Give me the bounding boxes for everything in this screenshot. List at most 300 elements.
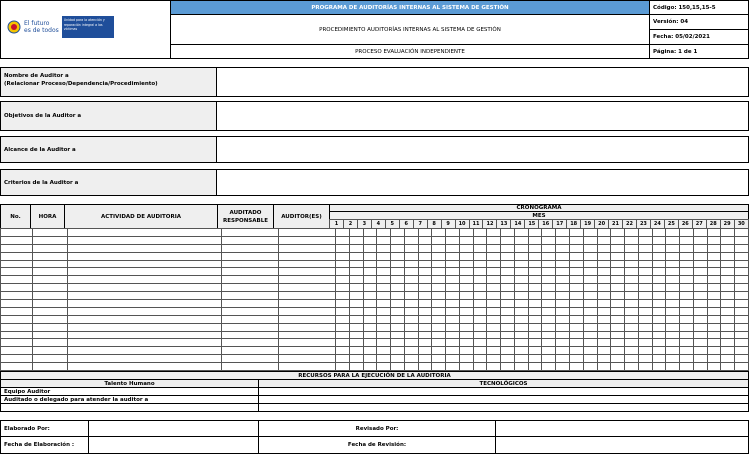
day-cell[interactable] xyxy=(666,331,680,339)
day-cell[interactable] xyxy=(377,323,391,331)
day-cell[interactable] xyxy=(611,244,625,252)
day-cell[interactable] xyxy=(514,347,528,355)
day-cell[interactable] xyxy=(597,260,611,268)
day-cell[interactable] xyxy=(693,347,707,355)
day-cell[interactable] xyxy=(652,300,666,308)
day-cell[interactable] xyxy=(514,244,528,252)
day-cell[interactable] xyxy=(528,276,542,284)
day-cell[interactable] xyxy=(625,307,639,315)
day-cell[interactable] xyxy=(652,236,666,244)
day-cell[interactable] xyxy=(391,363,405,371)
day-cell[interactable] xyxy=(487,244,501,252)
day-cell[interactable] xyxy=(432,300,446,308)
day-cell[interactable] xyxy=(432,229,446,237)
day-cell[interactable] xyxy=(597,323,611,331)
table-cell[interactable] xyxy=(279,276,336,284)
day-cell[interactable] xyxy=(514,307,528,315)
day-cell[interactable] xyxy=(680,331,694,339)
day-cell[interactable] xyxy=(377,363,391,371)
day-cell[interactable] xyxy=(625,244,639,252)
day-cell[interactable] xyxy=(625,260,639,268)
day-cell[interactable] xyxy=(473,355,487,363)
table-cell[interactable] xyxy=(279,363,336,371)
day-cell[interactable] xyxy=(404,347,418,355)
table-cell[interactable] xyxy=(1,276,33,284)
day-cell[interactable] xyxy=(487,260,501,268)
table-cell[interactable] xyxy=(222,339,279,347)
day-cell[interactable] xyxy=(349,268,363,276)
day-cell[interactable] xyxy=(432,284,446,292)
review-date-input[interactable] xyxy=(495,436,749,454)
day-cell[interactable] xyxy=(652,229,666,237)
day-cell[interactable] xyxy=(418,292,432,300)
day-cell[interactable] xyxy=(473,315,487,323)
day-cell[interactable] xyxy=(487,236,501,244)
day-cell[interactable] xyxy=(638,292,652,300)
day-cell[interactable] xyxy=(625,236,639,244)
day-cell[interactable] xyxy=(418,284,432,292)
day-cell[interactable] xyxy=(707,347,721,355)
table-cell[interactable] xyxy=(279,339,336,347)
day-cell[interactable] xyxy=(459,331,473,339)
table-cell[interactable] xyxy=(68,292,222,300)
day-cell[interactable] xyxy=(363,323,377,331)
day-cell[interactable] xyxy=(735,236,749,244)
day-cell[interactable] xyxy=(666,363,680,371)
day-cell[interactable] xyxy=(652,244,666,252)
day-cell[interactable] xyxy=(735,292,749,300)
table-cell[interactable] xyxy=(33,355,68,363)
day-cell[interactable] xyxy=(735,347,749,355)
day-cell[interactable] xyxy=(570,276,584,284)
day-cell[interactable] xyxy=(638,331,652,339)
table-cell[interactable] xyxy=(1,260,33,268)
day-cell[interactable] xyxy=(349,307,363,315)
day-cell[interactable] xyxy=(446,355,460,363)
human-resources-extra[interactable] xyxy=(0,403,259,412)
day-cell[interactable] xyxy=(625,284,639,292)
table-cell[interactable] xyxy=(279,260,336,268)
day-cell[interactable] xyxy=(556,252,570,260)
day-cell[interactable] xyxy=(583,363,597,371)
day-cell[interactable] xyxy=(625,363,639,371)
day-cell[interactable] xyxy=(652,323,666,331)
day-cell[interactable] xyxy=(528,284,542,292)
day-cell[interactable] xyxy=(473,363,487,371)
table-cell[interactable] xyxy=(33,363,68,371)
day-cell[interactable] xyxy=(501,355,515,363)
day-cell[interactable] xyxy=(693,292,707,300)
day-cell[interactable] xyxy=(666,244,680,252)
day-cell[interactable] xyxy=(570,323,584,331)
day-cell[interactable] xyxy=(583,284,597,292)
day-cell[interactable] xyxy=(735,284,749,292)
day-cell[interactable] xyxy=(625,315,639,323)
table-cell[interactable] xyxy=(1,292,33,300)
day-cell[interactable] xyxy=(432,363,446,371)
day-cell[interactable] xyxy=(418,229,432,237)
day-cell[interactable] xyxy=(542,292,556,300)
table-cell[interactable] xyxy=(33,339,68,347)
day-cell[interactable] xyxy=(487,284,501,292)
day-cell[interactable] xyxy=(404,363,418,371)
day-cell[interactable] xyxy=(459,300,473,308)
day-cell[interactable] xyxy=(487,323,501,331)
day-cell[interactable] xyxy=(570,268,584,276)
table-cell[interactable] xyxy=(68,363,222,371)
day-cell[interactable] xyxy=(391,260,405,268)
audit-scope-input[interactable] xyxy=(216,136,749,163)
day-cell[interactable] xyxy=(487,300,501,308)
day-cell[interactable] xyxy=(597,268,611,276)
day-cell[interactable] xyxy=(473,339,487,347)
audit-objective-input[interactable] xyxy=(216,101,749,131)
table-cell[interactable] xyxy=(279,323,336,331)
day-cell[interactable] xyxy=(597,284,611,292)
day-cell[interactable] xyxy=(735,331,749,339)
day-cell[interactable] xyxy=(735,252,749,260)
day-cell[interactable] xyxy=(459,252,473,260)
day-cell[interactable] xyxy=(349,284,363,292)
table-cell[interactable] xyxy=(68,339,222,347)
day-cell[interactable] xyxy=(556,300,570,308)
table-cell[interactable] xyxy=(68,284,222,292)
day-cell[interactable] xyxy=(707,268,721,276)
day-cell[interactable] xyxy=(404,268,418,276)
day-cell[interactable] xyxy=(336,315,350,323)
day-cell[interactable] xyxy=(570,363,584,371)
table-cell[interactable] xyxy=(222,347,279,355)
day-cell[interactable] xyxy=(735,339,749,347)
day-cell[interactable] xyxy=(597,307,611,315)
day-cell[interactable] xyxy=(638,323,652,331)
day-cell[interactable] xyxy=(514,363,528,371)
day-cell[interactable] xyxy=(735,244,749,252)
day-cell[interactable] xyxy=(680,260,694,268)
day-cell[interactable] xyxy=(542,236,556,244)
day-cell[interactable] xyxy=(377,268,391,276)
day-cell[interactable] xyxy=(336,307,350,315)
day-cell[interactable] xyxy=(611,355,625,363)
day-cell[interactable] xyxy=(363,315,377,323)
day-cell[interactable] xyxy=(693,236,707,244)
day-cell[interactable] xyxy=(459,315,473,323)
day-cell[interactable] xyxy=(652,284,666,292)
day-cell[interactable] xyxy=(638,284,652,292)
prep-date-input[interactable] xyxy=(88,436,259,454)
day-cell[interactable] xyxy=(432,260,446,268)
day-cell[interactable] xyxy=(680,229,694,237)
day-cell[interactable] xyxy=(625,339,639,347)
table-cell[interactable] xyxy=(1,331,33,339)
day-cell[interactable] xyxy=(391,315,405,323)
day-cell[interactable] xyxy=(638,268,652,276)
day-cell[interactable] xyxy=(666,300,680,308)
day-cell[interactable] xyxy=(652,260,666,268)
day-cell[interactable] xyxy=(693,268,707,276)
day-cell[interactable] xyxy=(459,284,473,292)
day-cell[interactable] xyxy=(377,307,391,315)
day-cell[interactable] xyxy=(418,363,432,371)
day-cell[interactable] xyxy=(556,292,570,300)
table-cell[interactable] xyxy=(279,355,336,363)
table-cell[interactable] xyxy=(1,347,33,355)
day-cell[interactable] xyxy=(638,315,652,323)
day-cell[interactable] xyxy=(432,292,446,300)
tech-resources-input-3[interactable] xyxy=(258,403,749,412)
day-cell[interactable] xyxy=(514,339,528,347)
day-cell[interactable] xyxy=(446,363,460,371)
day-cell[interactable] xyxy=(377,252,391,260)
day-cell[interactable] xyxy=(707,307,721,315)
table-cell[interactable] xyxy=(222,260,279,268)
day-cell[interactable] xyxy=(542,347,556,355)
day-cell[interactable] xyxy=(349,276,363,284)
day-cell[interactable] xyxy=(570,292,584,300)
table-cell[interactable] xyxy=(222,236,279,244)
table-cell[interactable] xyxy=(68,300,222,308)
table-cell[interactable] xyxy=(1,284,33,292)
day-cell[interactable] xyxy=(638,252,652,260)
day-cell[interactable] xyxy=(542,315,556,323)
day-cell[interactable] xyxy=(514,315,528,323)
day-cell[interactable] xyxy=(446,307,460,315)
day-cell[interactable] xyxy=(446,300,460,308)
day-cell[interactable] xyxy=(693,323,707,331)
day-cell[interactable] xyxy=(391,236,405,244)
day-cell[interactable] xyxy=(487,252,501,260)
day-cell[interactable] xyxy=(597,339,611,347)
table-cell[interactable] xyxy=(279,284,336,292)
day-cell[interactable] xyxy=(666,347,680,355)
day-cell[interactable] xyxy=(501,363,515,371)
day-cell[interactable] xyxy=(336,236,350,244)
day-cell[interactable] xyxy=(666,323,680,331)
day-cell[interactable] xyxy=(404,307,418,315)
day-cell[interactable] xyxy=(487,363,501,371)
day-cell[interactable] xyxy=(391,331,405,339)
table-cell[interactable] xyxy=(279,347,336,355)
day-cell[interactable] xyxy=(459,276,473,284)
day-cell[interactable] xyxy=(556,276,570,284)
day-cell[interactable] xyxy=(652,315,666,323)
day-cell[interactable] xyxy=(528,355,542,363)
day-cell[interactable] xyxy=(432,315,446,323)
day-cell[interactable] xyxy=(735,260,749,268)
day-cell[interactable] xyxy=(487,315,501,323)
day-cell[interactable] xyxy=(528,339,542,347)
day-cell[interactable] xyxy=(693,331,707,339)
day-cell[interactable] xyxy=(349,363,363,371)
day-cell[interactable] xyxy=(680,244,694,252)
table-cell[interactable] xyxy=(1,315,33,323)
day-cell[interactable] xyxy=(625,229,639,237)
day-cell[interactable] xyxy=(570,347,584,355)
day-cell[interactable] xyxy=(652,268,666,276)
day-cell[interactable] xyxy=(611,339,625,347)
day-cell[interactable] xyxy=(349,236,363,244)
day-cell[interactable] xyxy=(391,268,405,276)
day-cell[interactable] xyxy=(611,307,625,315)
day-cell[interactable] xyxy=(583,315,597,323)
table-cell[interactable] xyxy=(68,244,222,252)
day-cell[interactable] xyxy=(542,300,556,308)
day-cell[interactable] xyxy=(446,339,460,347)
day-cell[interactable] xyxy=(473,347,487,355)
day-cell[interactable] xyxy=(391,229,405,237)
day-cell[interactable] xyxy=(721,347,735,355)
day-cell[interactable] xyxy=(349,355,363,363)
day-cell[interactable] xyxy=(528,363,542,371)
day-cell[interactable] xyxy=(418,307,432,315)
day-cell[interactable] xyxy=(432,236,446,244)
day-cell[interactable] xyxy=(611,236,625,244)
day-cell[interactable] xyxy=(597,300,611,308)
day-cell[interactable] xyxy=(707,260,721,268)
day-cell[interactable] xyxy=(418,355,432,363)
reviewed-by-input[interactable] xyxy=(495,420,749,437)
day-cell[interactable] xyxy=(556,347,570,355)
day-cell[interactable] xyxy=(473,252,487,260)
day-cell[interactable] xyxy=(611,284,625,292)
day-cell[interactable] xyxy=(625,276,639,284)
day-cell[interactable] xyxy=(432,323,446,331)
day-cell[interactable] xyxy=(432,276,446,284)
day-cell[interactable] xyxy=(528,236,542,244)
day-cell[interactable] xyxy=(432,268,446,276)
day-cell[interactable] xyxy=(487,347,501,355)
table-cell[interactable] xyxy=(68,347,222,355)
day-cell[interactable] xyxy=(625,252,639,260)
table-cell[interactable] xyxy=(33,276,68,284)
day-cell[interactable] xyxy=(583,276,597,284)
day-cell[interactable] xyxy=(418,347,432,355)
day-cell[interactable] xyxy=(404,339,418,347)
day-cell[interactable] xyxy=(693,244,707,252)
day-cell[interactable] xyxy=(418,268,432,276)
day-cell[interactable] xyxy=(721,260,735,268)
table-cell[interactable] xyxy=(1,355,33,363)
day-cell[interactable] xyxy=(391,284,405,292)
day-cell[interactable] xyxy=(583,260,597,268)
day-cell[interactable] xyxy=(638,300,652,308)
day-cell[interactable] xyxy=(418,252,432,260)
day-cell[interactable] xyxy=(404,292,418,300)
day-cell[interactable] xyxy=(611,347,625,355)
day-cell[interactable] xyxy=(459,307,473,315)
day-cell[interactable] xyxy=(707,331,721,339)
day-cell[interactable] xyxy=(570,307,584,315)
day-cell[interactable] xyxy=(459,363,473,371)
day-cell[interactable] xyxy=(583,292,597,300)
day-cell[interactable] xyxy=(611,300,625,308)
day-cell[interactable] xyxy=(336,300,350,308)
day-cell[interactable] xyxy=(707,363,721,371)
day-cell[interactable] xyxy=(446,268,460,276)
day-cell[interactable] xyxy=(611,276,625,284)
day-cell[interactable] xyxy=(391,292,405,300)
day-cell[interactable] xyxy=(638,347,652,355)
day-cell[interactable] xyxy=(666,229,680,237)
table-cell[interactable] xyxy=(279,252,336,260)
day-cell[interactable] xyxy=(556,236,570,244)
day-cell[interactable] xyxy=(528,229,542,237)
day-cell[interactable] xyxy=(735,323,749,331)
day-cell[interactable] xyxy=(363,260,377,268)
day-cell[interactable] xyxy=(487,268,501,276)
day-cell[interactable] xyxy=(446,331,460,339)
day-cell[interactable] xyxy=(611,252,625,260)
day-cell[interactable] xyxy=(377,315,391,323)
day-cell[interactable] xyxy=(666,252,680,260)
day-cell[interactable] xyxy=(391,307,405,315)
day-cell[interactable] xyxy=(514,284,528,292)
day-cell[interactable] xyxy=(597,244,611,252)
day-cell[interactable] xyxy=(721,363,735,371)
table-cell[interactable] xyxy=(279,229,336,237)
day-cell[interactable] xyxy=(336,323,350,331)
day-cell[interactable] xyxy=(459,355,473,363)
day-cell[interactable] xyxy=(556,260,570,268)
day-cell[interactable] xyxy=(432,244,446,252)
day-cell[interactable] xyxy=(680,307,694,315)
day-cell[interactable] xyxy=(735,355,749,363)
day-cell[interactable] xyxy=(597,315,611,323)
day-cell[interactable] xyxy=(528,323,542,331)
day-cell[interactable] xyxy=(473,331,487,339)
table-cell[interactable] xyxy=(68,229,222,237)
audit-criteria-input[interactable] xyxy=(216,169,749,196)
day-cell[interactable] xyxy=(556,363,570,371)
day-cell[interactable] xyxy=(570,339,584,347)
table-cell[interactable] xyxy=(279,292,336,300)
day-cell[interactable] xyxy=(680,339,694,347)
day-cell[interactable] xyxy=(652,331,666,339)
day-cell[interactable] xyxy=(556,244,570,252)
day-cell[interactable] xyxy=(501,260,515,268)
day-cell[interactable] xyxy=(721,252,735,260)
day-cell[interactable] xyxy=(652,276,666,284)
table-cell[interactable] xyxy=(1,323,33,331)
day-cell[interactable] xyxy=(473,229,487,237)
day-cell[interactable] xyxy=(707,284,721,292)
day-cell[interactable] xyxy=(391,339,405,347)
table-cell[interactable] xyxy=(279,268,336,276)
day-cell[interactable] xyxy=(693,339,707,347)
day-cell[interactable] xyxy=(680,252,694,260)
table-cell[interactable] xyxy=(68,252,222,260)
day-cell[interactable] xyxy=(404,236,418,244)
day-cell[interactable] xyxy=(501,284,515,292)
day-cell[interactable] xyxy=(597,292,611,300)
table-cell[interactable] xyxy=(33,307,68,315)
day-cell[interactable] xyxy=(363,268,377,276)
day-cell[interactable] xyxy=(418,236,432,244)
day-cell[interactable] xyxy=(404,323,418,331)
table-cell[interactable] xyxy=(222,323,279,331)
day-cell[interactable] xyxy=(377,276,391,284)
day-cell[interactable] xyxy=(666,315,680,323)
table-cell[interactable] xyxy=(222,284,279,292)
day-cell[interactable] xyxy=(611,229,625,237)
day-cell[interactable] xyxy=(377,229,391,237)
day-cell[interactable] xyxy=(528,260,542,268)
day-cell[interactable] xyxy=(542,268,556,276)
day-cell[interactable] xyxy=(459,236,473,244)
day-cell[interactable] xyxy=(473,244,487,252)
day-cell[interactable] xyxy=(418,323,432,331)
day-cell[interactable] xyxy=(363,331,377,339)
